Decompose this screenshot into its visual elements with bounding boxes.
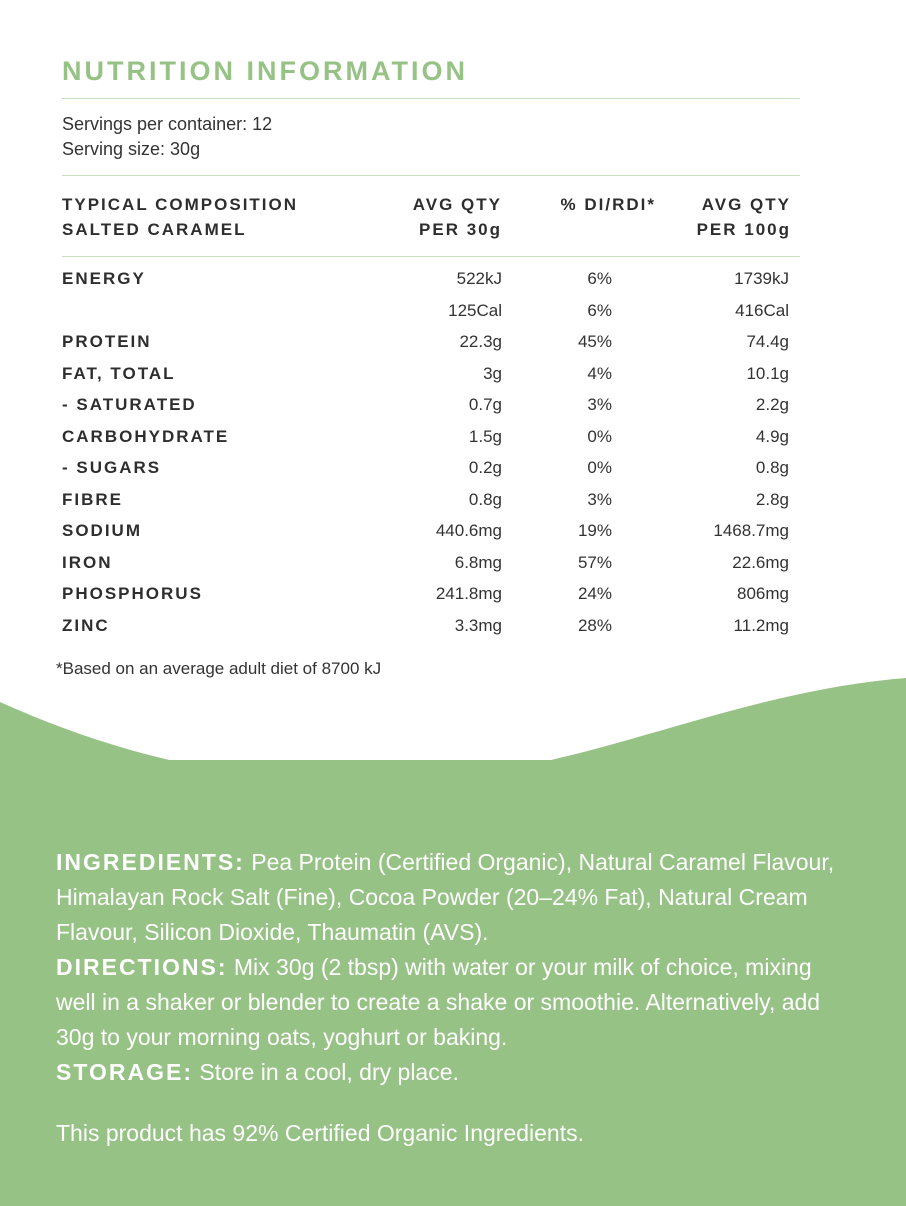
table-row [0,269,906,300]
row-di: 19% [577,521,612,540]
row-per-100: 2.2g [755,395,789,414]
storage-label: STORAGE: [56,1059,193,1085]
row-name: FIBRE [62,490,123,509]
serving-size: Serving size: 30g [62,139,201,159]
servings-per-container: Servings per container: 12 [62,114,273,134]
directions-text: Mix 30g (2 tbsp) with water or your milk of choice, mixing well in a shaker or blender to create a shake or smoothie. Alternatively, add 30g to your morning oats, yoghurt or baking. [56,954,821,1050]
row-di: 0% [587,427,612,446]
row-di: 3% [587,490,612,509]
row-name: SODIUM [62,521,142,540]
table-row [0,364,906,395]
row-per-serve: 0.2g [468,458,502,477]
header-di: % DI/RDI* [560,195,656,214]
row-name: - SUGARS [62,458,162,477]
ingredients-text: Pea Protein (Certified Organic), Natural Caramel Flavour, Himalayan Rock Salt (Fine), Cocoa Powder (20–24% Fat), Natural Cream Flavour, Silicon Dioxide, Thaumatin (AVS). [56,849,835,945]
row-per-100: 806mg [737,584,789,603]
storage-text: Store in a cool, dry place. [199,1059,459,1085]
table-row [0,458,906,489]
table-row [0,490,906,521]
row-per-100: 0.8g [755,458,789,477]
row-per-serve: 125Cal [448,301,502,320]
row-di: 24% [577,584,612,603]
row-per-100: 10.1g [746,364,789,383]
wave-divider [0,670,906,770]
servings-divider [62,175,800,176]
row-di: 45% [577,332,612,351]
table-row [0,553,906,584]
row-name: - SATURATED [62,395,197,414]
row-di: 3% [587,395,612,414]
ingredients-label: INGREDIENTS: [56,849,245,875]
header-divider [62,256,800,257]
row-di: 0% [587,458,612,477]
table-row [0,616,906,647]
row-name: PROTEIN [62,332,152,351]
organic-claim: This product has 92% Certified Organic Ingredients. [56,1120,584,1146]
title-divider [62,98,800,99]
row-di: 6% [587,301,612,320]
row-name: ENERGY [62,269,146,288]
row-name: PHOSPHORUS [62,584,203,603]
row-name: ZINC [62,616,110,635]
row-per-100: 22.6mg [732,553,789,572]
row-per-100: 11.2mg [733,616,789,635]
table-row [0,332,906,363]
table-row [0,584,906,615]
row-per-serve: 0.8g [468,490,502,509]
row-per-100: 2.8g [755,490,789,509]
directions-label: DIRECTIONS: [56,954,228,980]
row-per-serve: 3.3mg [454,616,502,635]
footnote: *Based on an average adult diet of 8700 kJ [56,659,382,678]
row-per-serve: 522kJ [456,269,502,288]
row-per-serve: 1.5g [468,427,502,446]
header-per-100: AVG QTY PER 100g [696,195,791,239]
row-per-serve: 0.7g [468,395,502,414]
table-row [0,427,906,458]
row-di: 28% [577,616,612,635]
row-per-100: 1739kJ [734,269,789,288]
row-di: 4% [587,364,612,383]
row-per-100: 1468.7mg [713,521,789,540]
row-di: 6% [587,269,612,288]
table-row [0,395,906,426]
table-row [0,301,906,332]
page-title: NUTRITION INFORMATION [62,56,468,86]
row-per-serve: 241.8mg [435,584,502,603]
row-per-100: 4.9g [755,427,789,446]
header-per-serve: AVG QTY PER 30g [412,195,502,239]
row-per-serve: 6.8mg [454,553,502,572]
row-per-serve: 22.3g [459,332,502,351]
ingredients-block [56,845,856,1090]
row-per-serve: 440.6mg [435,521,502,540]
row-per-100: 416Cal [735,301,789,320]
row-per-100: 74.4g [746,332,789,351]
row-name: IRON [62,553,113,572]
table-row [0,521,906,552]
row-di: 57% [577,553,612,572]
header-composition: TYPICAL COMPOSITION SALTED CARAMEL [62,195,299,239]
row-name: CARBOHYDRATE [62,427,230,446]
row-name: FAT, TOTAL [62,364,176,383]
row-per-serve: 3g [483,364,502,383]
